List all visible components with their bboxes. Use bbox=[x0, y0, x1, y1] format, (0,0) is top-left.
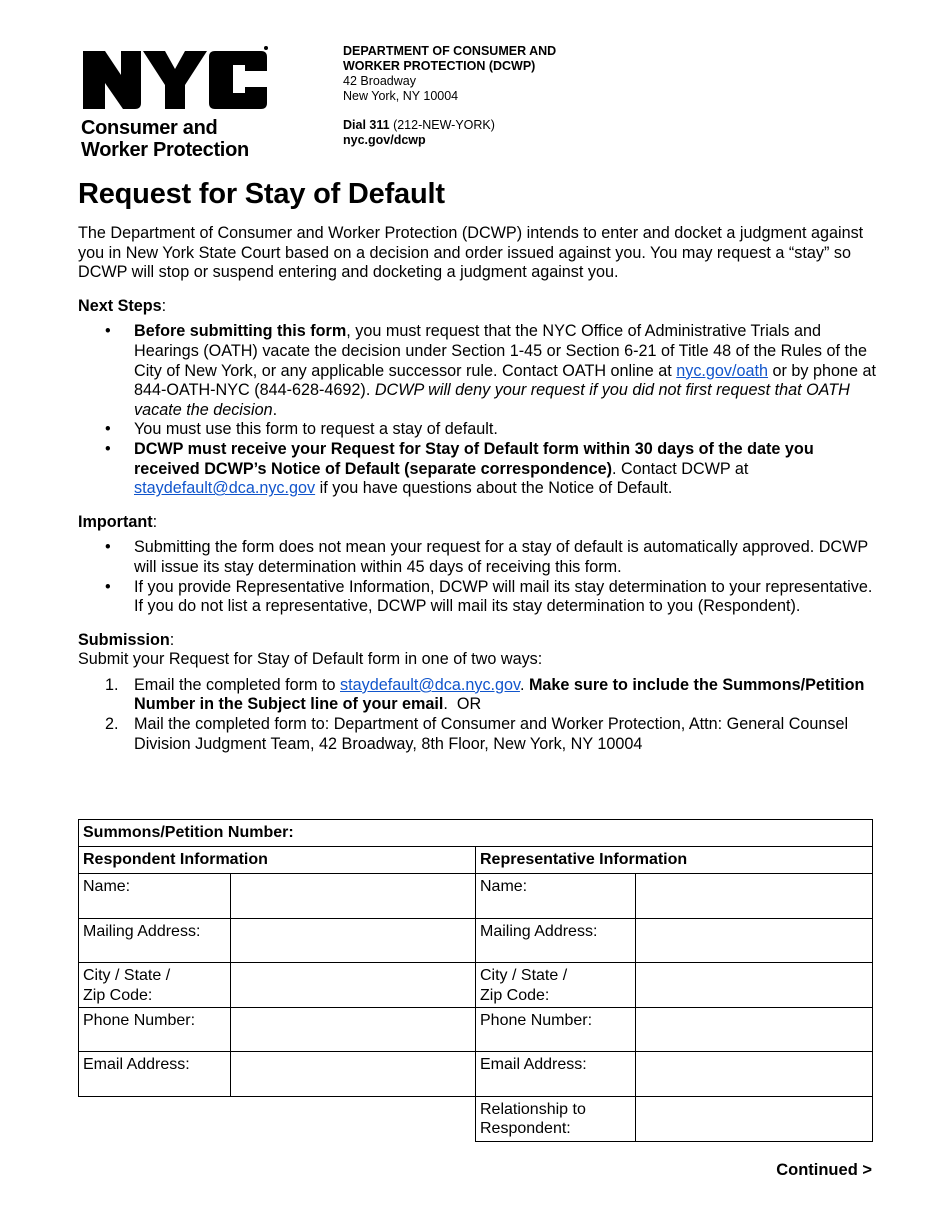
respondent-phone-field[interactable] bbox=[231, 1007, 476, 1052]
list-item: • If you provide Representative Information, DCWP will mail its stay determination to your representative. If you do not list a representative, DCWP will mail its stay determination to you (Respondent). bbox=[78, 578, 878, 617]
respondent-info-header: Respondent Information bbox=[79, 847, 476, 874]
city-label-line1: City / State / bbox=[83, 967, 171, 985]
respondent-email-field[interactable] bbox=[231, 1052, 476, 1097]
list-item bbox=[78, 715, 878, 754]
dial-line bbox=[343, 118, 556, 133]
dial-label: Dial 311 bbox=[343, 118, 390, 132]
next-steps-item3-bold: DCWP must receive your Request for Stay of Default form within 30 days of the date you received DCWP’s Notice of Default (separate correspondence) bbox=[134, 439, 814, 478]
logo-text-line1: Consumer and bbox=[81, 117, 218, 139]
summons-number-label: Summons/Petition Number: bbox=[83, 824, 294, 841]
respondent-name-field[interactable] bbox=[231, 874, 476, 919]
representative-phone-field[interactable] bbox=[636, 1007, 873, 1052]
respondent-name-label: Name: bbox=[79, 874, 231, 919]
list-number: 1. bbox=[105, 675, 119, 694]
submission-item1-text: Email the completed form to bbox=[134, 675, 341, 694]
submission-heading: Submission bbox=[78, 630, 170, 649]
dept-name-line1: DEPARTMENT OF CONSUMER AND bbox=[343, 44, 557, 58]
next-steps-list bbox=[78, 322, 878, 498]
list-item: • Submitting the form does not mean your request for a stay of default is automatically approved. DCWP will issue its stay determination within 45 days of receiving this form. bbox=[78, 538, 878, 577]
submission-item2-text: Mail the completed form to: Department of Consumer and Worker Protection, Attn: General Counsel Division Judgment Team, 42 Broadway, 8th Floor, New York, NY 10004 bbox=[134, 715, 849, 753]
respondent-mailing-field[interactable] bbox=[231, 918, 476, 963]
important-heading: Important bbox=[78, 512, 153, 531]
relationship-label-line2: Respondent: bbox=[480, 1120, 571, 1138]
important-heading-line: Important: bbox=[78, 512, 158, 531]
empty-cell bbox=[79, 1096, 231, 1141]
submission-item1-bold: Make sure to include the Summons/Petition Number in the Subject line of your email bbox=[134, 675, 865, 714]
important-list bbox=[78, 538, 878, 616]
relationship-label-line1: Relationship to bbox=[480, 1100, 586, 1118]
city-label-line1: City / State / bbox=[480, 967, 568, 985]
representative-city-field[interactable] bbox=[636, 963, 873, 1008]
oath-link[interactable]: nyc.gov/oath bbox=[676, 361, 769, 380]
summons-number-field[interactable] bbox=[79, 820, 873, 847]
representative-name-field[interactable] bbox=[636, 874, 873, 919]
representative-mailing-label: Mailing Address: bbox=[476, 918, 636, 963]
city-label-line2: Zip Code: bbox=[480, 986, 550, 1004]
submission-list bbox=[78, 676, 878, 754]
respondent-email-label: Email Address: bbox=[79, 1052, 231, 1097]
next-steps-item3-text: . Contact DCWP at bbox=[611, 459, 749, 478]
list-item: • Before submitting this form, you must request that the NYC Office of Administrative Trials and Hearings (OATH) vacate the decision under Section 1-45 or Section 6-21 of Title 48 of the Rules of the City of New York, or any applicable successor rule. Contact OATH online at nyc.gov/oath or by phone at 844-OATH-NYC (844-628-4692). DCWP will deny your request if you did not first request that OATH vacate the decision. bbox=[78, 322, 878, 420]
representative-phone-label: Phone Number: bbox=[476, 1007, 636, 1052]
next-steps-item1-italic: DCWP will deny your request if you did not first request that OATH vacate the decision bbox=[134, 381, 850, 419]
relationship-label bbox=[476, 1096, 636, 1141]
respondent-mailing-label: Mailing Address: bbox=[79, 918, 231, 963]
next-steps-item1-text2: or by phone at 844-OATH-NYC (844-628-4692). bbox=[134, 361, 877, 400]
list-item: 1. Email the completed form to staydefault@dca.nyc.gov. Make sure to include the Summons/Petition Number in the Subject line of your email. OR bbox=[105, 675, 865, 714]
submission-intro: Submit your Request for Stay of Default form in one of two ways: bbox=[78, 650, 543, 669]
representative-city-label bbox=[476, 963, 636, 1008]
representative-name-label: Name: bbox=[476, 874, 636, 919]
empty-cell bbox=[231, 1096, 476, 1141]
next-steps-item1-text: , you must request that the NYC Office of Administrative Trials and Hearings (OATH) vacate the decision under Section 1-45 or Section 6-21 of Title 48 of the Rules of the City of New York, or any applicable successor rule. Contact OATH online at bbox=[134, 322, 868, 380]
submission-heading-line: Submission: bbox=[78, 630, 175, 649]
respondent-city-field[interactable] bbox=[231, 963, 476, 1008]
nyc-logo bbox=[81, 45, 271, 161]
representative-email-label: Email Address: bbox=[476, 1052, 636, 1097]
stay-request-form-table bbox=[78, 819, 873, 1142]
submission-email-link[interactable]: staydefault@dca.nyc.gov bbox=[340, 675, 520, 694]
intro-paragraph: The Department of Consumer and Worker Protection (DCWP) intends to enter and docket a judgment against you in New York State Court based on a decision and order issued against you. You may request a “stay” so DCWP will stop or suspend entering and docketing a judgment against you. bbox=[78, 224, 864, 282]
next-steps-item1-bold: Before submitting this form bbox=[134, 322, 347, 341]
list-item: • You must use this form to request a stay of default. bbox=[78, 420, 878, 440]
dial-number: (212-NEW-YORK) bbox=[393, 118, 495, 132]
logo-text-line2: Worker Protection bbox=[81, 139, 249, 161]
dept-name-line2: WORKER PROTECTION (DCWP) bbox=[343, 59, 536, 73]
next-steps-heading: Next Steps bbox=[78, 296, 162, 315]
next-steps-heading-line: Next Steps: bbox=[78, 296, 167, 315]
street-address: 42 Broadway bbox=[343, 74, 416, 88]
website-link[interactable]: nyc.gov/dcwp bbox=[343, 133, 426, 147]
representative-mailing-field[interactable] bbox=[636, 918, 873, 963]
next-steps-item3-text2: if you have questions about the Notice of Default. bbox=[315, 479, 673, 498]
document-body bbox=[78, 224, 878, 754]
agency-address-block bbox=[343, 44, 556, 148]
nyc-logo-mark bbox=[81, 45, 269, 113]
representative-info-header: Representative Information bbox=[476, 847, 873, 874]
respondent-city-label bbox=[79, 963, 231, 1008]
respondent-phone-label: Phone Number: bbox=[79, 1007, 231, 1052]
continued-indicator: Continued > bbox=[776, 1161, 872, 1179]
representative-email-field[interactable] bbox=[636, 1052, 873, 1097]
staydefault-email-link[interactable]: staydefault@dca.nyc.gov bbox=[134, 479, 316, 498]
list-item bbox=[78, 440, 878, 499]
city-address: New York, NY 10004 bbox=[343, 89, 459, 103]
submission-item1-tail: OR bbox=[456, 695, 482, 714]
city-label-line2: Zip Code: bbox=[83, 986, 153, 1004]
list-number: 2. bbox=[105, 715, 119, 734]
relationship-field[interactable] bbox=[636, 1096, 873, 1141]
page-title: Request for Stay of Default bbox=[78, 178, 445, 210]
